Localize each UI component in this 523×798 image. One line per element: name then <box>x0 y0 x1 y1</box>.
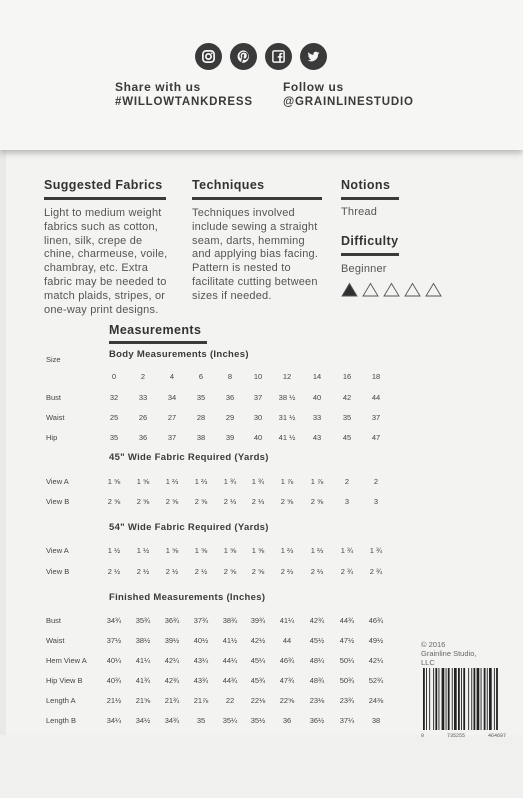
empty-triangle-icon <box>383 282 400 297</box>
table-cell: 1 ⅝ <box>251 546 265 555</box>
table-cell: 2 ⅝ <box>223 567 237 576</box>
barcode-bar <box>423 668 425 730</box>
barcode-digit-right: 464697 <box>487 733 506 739</box>
share-flap <box>0 0 523 150</box>
table-cell: 1 ½ <box>107 546 121 555</box>
barcode-bar <box>481 668 482 730</box>
table-cell: 1 ¾ <box>340 546 354 555</box>
table-cell: 21¾ <box>164 696 180 705</box>
text-line: and applying bias facing. <box>192 248 319 261</box>
table-cell: 21⅝ <box>135 696 151 705</box>
empty-triangle-icon <box>362 282 379 297</box>
table-cell: 38½ <box>135 636 151 645</box>
table-cell: 36 <box>138 433 148 442</box>
size-header: 4 <box>169 372 175 381</box>
barcode-bar <box>433 668 434 730</box>
empty-triangle-icon <box>425 282 442 297</box>
table-cell: 40 <box>253 433 263 442</box>
size-header: 14 <box>312 372 322 381</box>
barcode-bar <box>458 668 460 730</box>
table-cell: 2 ⅓ <box>223 497 237 506</box>
table-cell: 1 ⅞ <box>280 477 294 486</box>
table-cell: 45 <box>342 433 352 442</box>
table-cell: 42 <box>342 393 352 402</box>
table-cell: 44¾ <box>222 676 238 685</box>
table-cell: 34½ <box>135 716 151 725</box>
table-cell: 52¾ <box>368 676 384 685</box>
table-cell: 37 <box>253 393 263 402</box>
follow-label: Follow us <box>283 80 344 94</box>
row-label: View B <box>46 567 70 576</box>
table-cell: 1 ⅞ <box>310 477 324 486</box>
copyright-suffix: LLC <box>421 658 435 667</box>
barcode-bar <box>439 668 440 730</box>
table-cell: 2 ⅓ <box>251 497 265 506</box>
table-cell: 34¾ <box>164 716 180 725</box>
barcode-bar <box>435 668 437 730</box>
table-cell: 2 ¾ <box>369 567 383 576</box>
table-cell: 22 <box>225 696 235 705</box>
table-cell: 2 ⅝ <box>107 497 121 506</box>
suggested-fabrics-heading: Suggested Fabrics <box>44 178 166 200</box>
difficulty-rating <box>341 282 442 297</box>
row-label: View A <box>46 477 69 486</box>
table-cell: 26 <box>138 413 148 422</box>
table-cell: 42¼ <box>164 656 180 665</box>
twitter-icon[interactable] <box>300 43 327 70</box>
table-cell: 2 ¾ <box>340 567 354 576</box>
table-cell: 50¾ <box>339 676 355 685</box>
table-cell: 2 ⅝ <box>251 567 265 576</box>
size-header: 12 <box>282 372 292 381</box>
row-label: View B <box>46 497 70 506</box>
table-cell: 45½ <box>309 636 325 645</box>
table-cell: 45¾ <box>250 676 266 685</box>
text-line: seam, darts, hemming <box>192 234 305 247</box>
size-header: 8 <box>227 372 233 381</box>
table-cell: 42½ <box>250 636 266 645</box>
table-cell: 2 ⅔ <box>280 567 294 576</box>
table-cell: 37¼ <box>339 716 355 725</box>
table-cell: 34¾ <box>106 616 122 625</box>
table-cell: 44 <box>371 393 381 402</box>
section-title: Body Measurements (Inches) <box>109 349 249 360</box>
table-cell: 2 ½ <box>107 567 121 576</box>
table-cell: 1 ⅝ <box>194 546 208 555</box>
table-cell: 38 ½ <box>278 393 296 402</box>
size-label: Size <box>46 355 61 364</box>
follow-handle[interactable]: @GRAINLINESTUDIO <box>283 96 414 108</box>
table-cell: 35 <box>342 413 352 422</box>
table-cell: 47 <box>371 433 381 442</box>
text-line: match plaids, stripes, or <box>44 289 166 302</box>
table-cell: 1 ⅔ <box>165 477 179 486</box>
barcode-bar <box>468 668 469 730</box>
text-line: include sewing a straight <box>192 220 318 233</box>
table-cell: 35½ <box>250 716 266 725</box>
difficulty-heading: Difficulty <box>341 234 399 256</box>
table-cell: 22⅛ <box>250 696 266 705</box>
table-cell: 40¼ <box>106 656 122 665</box>
table-cell: 38¾ <box>222 616 238 625</box>
barcode-bar <box>461 668 462 730</box>
techniques-heading: Techniques <box>192 178 322 200</box>
table-cell: 38 <box>196 433 206 442</box>
table-cell: 1 ⅔ <box>194 477 208 486</box>
barcode-bar <box>496 668 498 730</box>
row-label: Length A <box>46 696 76 705</box>
text-line: linen, silk, crepe de <box>44 234 143 247</box>
envelope-bottom-edge <box>0 735 523 798</box>
table-cell: 37 <box>167 433 177 442</box>
table-cell: 46¾ <box>279 656 295 665</box>
table-cell: 21½ <box>106 696 122 705</box>
table-cell: 37¾ <box>193 616 209 625</box>
table-cell: 40¾ <box>106 676 122 685</box>
table-cell: 2 <box>373 477 379 486</box>
barcode-bar <box>429 668 430 730</box>
table-cell: 44¾ <box>339 616 355 625</box>
barcode-bar <box>489 668 492 730</box>
table-cell: 39 <box>225 433 235 442</box>
text-line: facilitate cutting between <box>192 275 318 288</box>
text-line: Pattern is nested to <box>192 262 291 275</box>
table-cell: 2 <box>344 477 350 486</box>
table-cell: 2 ⅝ <box>280 497 294 506</box>
table-cell: 36 <box>225 393 235 402</box>
table-cell: 46¾ <box>368 616 384 625</box>
copyright <box>421 640 501 667</box>
table-cell: 1 ⅔ <box>280 546 294 555</box>
table-cell: 40½ <box>193 636 209 645</box>
table-cell: 2 ½ <box>165 567 179 576</box>
table-cell: 30 <box>253 413 263 422</box>
table-cell: 1 ¾ <box>223 477 237 486</box>
size-header: 0 <box>111 372 117 381</box>
table-cell: 34 <box>167 393 177 402</box>
table-cell: 33 <box>138 393 148 402</box>
table-cell: 23¾ <box>339 696 355 705</box>
table-cell: 41½ <box>222 636 238 645</box>
row-label: Waist <box>46 636 65 645</box>
row-label: Hip View B <box>46 676 83 685</box>
row-label: Hip <box>46 433 58 442</box>
size-header: 16 <box>342 372 352 381</box>
suggested-fabrics-text <box>44 207 189 317</box>
table-cell: 49½ <box>368 636 384 645</box>
barcode-bar <box>487 668 488 730</box>
table-cell: 33 <box>312 413 322 422</box>
table-cell: 43 <box>312 433 322 442</box>
table-cell: 3 <box>344 497 350 506</box>
table-cell: 22⅝ <box>279 696 295 705</box>
section-title: 54" Wide Fabric Required (Yards) <box>109 522 269 533</box>
table-cell: 36 <box>282 716 292 725</box>
barcode-bar <box>452 668 453 730</box>
table-cell: 41¾ <box>135 676 151 685</box>
table-cell: 38 <box>371 716 381 725</box>
barcode-bar <box>477 668 480 730</box>
barcode-bar <box>463 668 465 730</box>
table-cell: 28 <box>196 413 206 422</box>
table-cell: 48¼ <box>309 656 325 665</box>
notions-text: Thread <box>341 206 378 218</box>
row-label: Length B <box>46 716 77 725</box>
facebook-icon[interactable] <box>265 43 292 70</box>
table-cell: 40 <box>312 393 322 402</box>
barcode-bar <box>494 668 495 730</box>
table-cell: 2 ½ <box>194 567 208 576</box>
section-title: 45" Wide Fabric Required (Yards) <box>109 452 269 463</box>
text-line: fabrics such as cotton, <box>44 220 159 233</box>
table-cell: 39¾ <box>250 616 266 625</box>
size-header: 10 <box>253 372 263 381</box>
table-cell: 21⅞ <box>193 696 209 705</box>
text-line: fabric may be needed to <box>44 275 167 288</box>
table-cell: 43¼ <box>193 656 209 665</box>
table-cell: 47½ <box>339 636 355 645</box>
table-cell: 35¼ <box>222 716 238 725</box>
section-title: Finished Measurements (Inches) <box>109 592 266 603</box>
row-label: Hem View A <box>46 656 87 665</box>
text-line: chambray, etc. Extra <box>44 262 149 275</box>
table-cell: 3 <box>373 497 379 506</box>
text-line: chine, charmeuse, voile, <box>44 248 168 261</box>
table-cell: 41¼ <box>135 656 151 665</box>
table-cell: 42¾ <box>164 676 180 685</box>
table-cell: 41¼ <box>279 616 295 625</box>
size-header: 2 <box>140 372 146 381</box>
filled-triangle-icon <box>341 282 358 297</box>
copyright-company: Grainline Studio, <box>421 649 477 658</box>
table-cell: 50¼ <box>339 656 355 665</box>
text-line: sizes if needed. <box>192 289 272 302</box>
table-cell: 41 ½ <box>278 433 296 442</box>
table-cell: 1 ⅝ <box>107 477 121 486</box>
table-cell: 45¼ <box>250 656 266 665</box>
table-cell: 35¾ <box>135 616 151 625</box>
table-cell: 24⅜ <box>368 696 384 705</box>
table-cell: 23⅛ <box>309 696 325 705</box>
pinterest-icon[interactable] <box>230 43 257 70</box>
text-line: one-way print designs. <box>44 303 159 316</box>
table-cell: 42¾ <box>309 616 325 625</box>
table-cell: 1 ⅔ <box>310 546 324 555</box>
table-cell: 39½ <box>164 636 180 645</box>
barcode-bar <box>484 668 486 730</box>
barcode-bar <box>446 668 447 730</box>
barcode-bar <box>448 668 450 730</box>
barcode-digit-lead: 0 <box>421 733 425 739</box>
barcode-bar <box>471 668 472 730</box>
row-label: Bust <box>46 616 62 625</box>
instagram-icon[interactable] <box>195 43 222 70</box>
social-icons <box>195 43 327 70</box>
barcode-bar <box>474 668 476 730</box>
table-cell: 2 ⅝ <box>165 497 179 506</box>
table-cell: 1 ⅝ <box>223 546 237 555</box>
table-cell: 35 <box>196 716 206 725</box>
barcode-digits <box>421 733 506 739</box>
table-cell: 25 <box>109 413 119 422</box>
barcode-bar <box>454 668 457 730</box>
table-cell: 31 ½ <box>278 413 296 422</box>
notions-heading: Notions <box>341 178 399 200</box>
table-cell: 34¼ <box>106 716 122 725</box>
table-cell: 1 ⅝ <box>165 546 179 555</box>
table-cell: 37 <box>371 413 381 422</box>
barcode <box>421 668 506 732</box>
techniques-text <box>192 207 332 304</box>
table-cell: 1 ⅝ <box>136 477 150 486</box>
difficulty-text: Beginner <box>341 263 387 275</box>
empty-triangle-icon <box>404 282 421 297</box>
table-cell: 1 ½ <box>136 546 150 555</box>
text-line: Light to medium weight <box>44 207 162 219</box>
size-header: 18 <box>371 372 381 381</box>
table-cell: 35 <box>196 393 206 402</box>
table-cell: 1 ¾ <box>369 546 383 555</box>
text-line: Techniques involved <box>192 207 295 219</box>
table-cell: 2 ⅝ <box>136 497 150 506</box>
table-cell: 2 ⅔ <box>310 567 324 576</box>
row-label: View A <box>46 546 69 555</box>
table-cell: 1 ¾ <box>251 477 265 486</box>
row-label: Bust <box>46 393 62 402</box>
table-cell: 2 ½ <box>136 567 150 576</box>
table-cell: 35 <box>109 433 119 442</box>
barcode-bar <box>426 668 427 730</box>
barcode-digit-left: 735255 <box>446 733 465 739</box>
row-label: Waist <box>46 413 65 422</box>
table-cell: 36½ <box>309 716 325 725</box>
table-cell: 27 <box>167 413 177 422</box>
table-cell: 2 ⅝ <box>310 497 324 506</box>
table-cell: 48¾ <box>309 676 325 685</box>
table-cell: 2 ⅝ <box>194 497 208 506</box>
size-header: 6 <box>198 372 204 381</box>
table-cell: 36¾ <box>164 616 180 625</box>
measurements-heading: Measurements <box>109 323 207 344</box>
share-hashtag[interactable]: #WILLOWTANKDRESS <box>115 96 253 108</box>
table-cell: 47¾ <box>279 676 295 685</box>
table-cell: 44 <box>282 636 292 645</box>
share-label: Share with us <box>115 80 201 94</box>
table-cell: 42¼ <box>368 656 384 665</box>
table-cell: 32 <box>109 393 119 402</box>
table-cell: 44¼ <box>222 656 238 665</box>
copyright-year: © 2016 <box>421 640 446 649</box>
table-cell: 29 <box>225 413 235 422</box>
table-cell: 37½ <box>106 636 122 645</box>
table-cell: 43¾ <box>193 676 209 685</box>
barcode-bar <box>442 668 445 730</box>
